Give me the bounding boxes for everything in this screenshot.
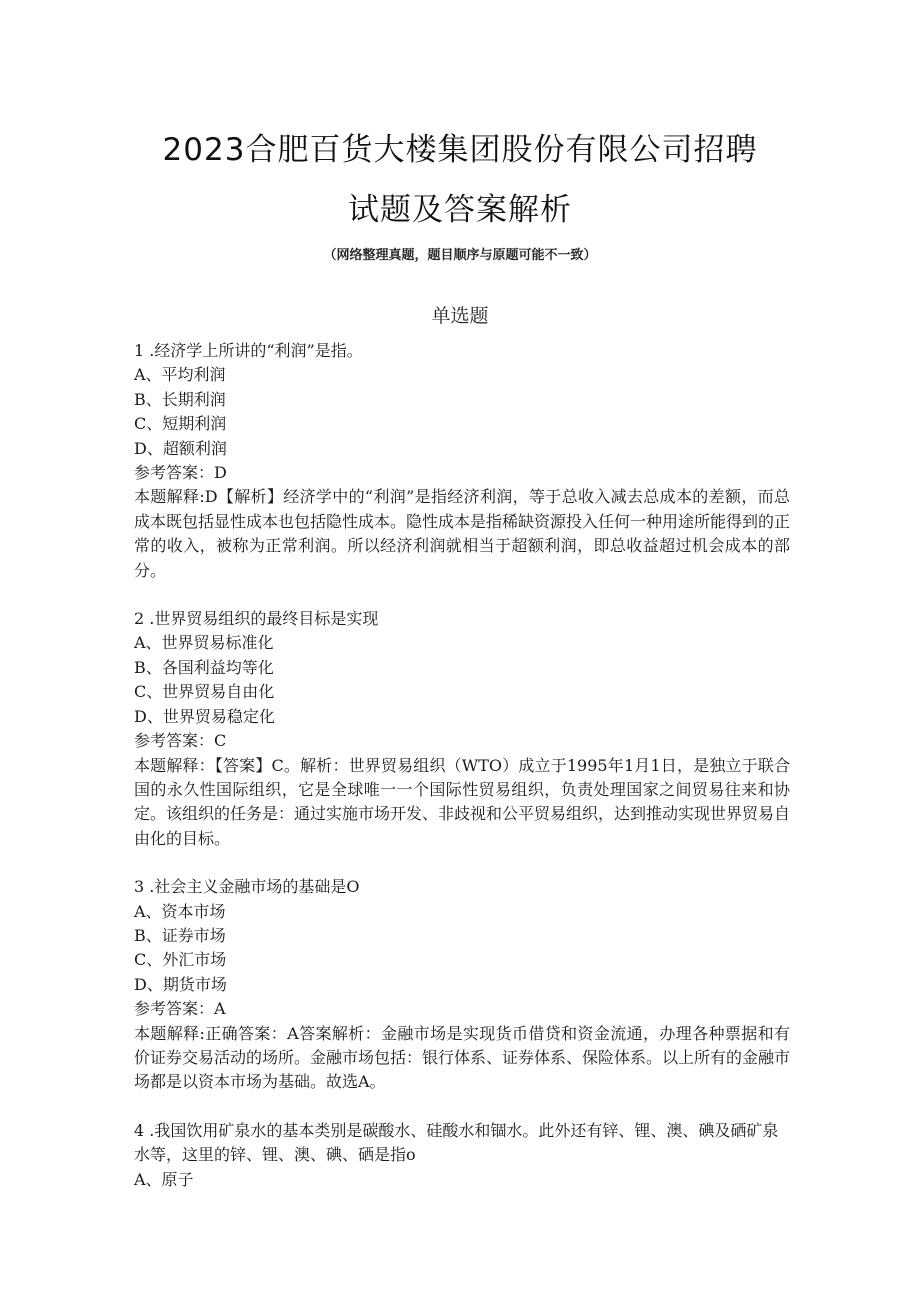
reference-answer: 参考答案：A xyxy=(134,999,226,1019)
option-b: B、证券市场 xyxy=(134,925,226,945)
question-stem: 4 .我国饮用矿泉水的基本类别是碳酸水、硅酸水和锢水。此外还有锌、锂、澳、碘及硒矿泉水等，这里的锌、锂、澳、碘、硒是指o xyxy=(134,1120,779,1165)
question-list xyxy=(134,339,790,1216)
option-d: D、期货市场 xyxy=(134,974,227,994)
option-a: A、平均利润 xyxy=(134,365,226,385)
option-d: D、世界贸易稳定化 xyxy=(134,706,275,726)
option-b: B、长期利润 xyxy=(134,389,226,409)
question-stem: 2 .世界贸易组织的最终目标是实现 xyxy=(134,609,379,629)
option-a: A、原子 xyxy=(134,1169,194,1189)
reference-answer: 参考答案：C xyxy=(134,731,227,751)
option-b: B、各国利益均等化 xyxy=(134,657,274,677)
section-heading: 单选题 xyxy=(431,305,489,327)
answer-explanation: 本题解释：【答案】C。解析：世界贸易组织（WTO）成立于1995年1月1日，是独立于联合国的永久性国际组织，它是全球唯一一个国际性贸易组织，负责处理国家之间贸易往来和协定。该组织的任务是：通过实施市场开发、非歧视和公平贸易组织，达到推动实现世界贸易自由化的目标。 xyxy=(134,755,791,848)
option-c: C、世界贸易自由化 xyxy=(134,682,275,702)
option-a: A、资本市场 xyxy=(134,901,226,921)
question-1 xyxy=(134,339,790,583)
document-subtitle: （网络整理真题，题目顺序与原题可能不一致） xyxy=(323,248,597,263)
document-title-line-2: 试题及答案解析 xyxy=(348,192,572,228)
question-4 xyxy=(134,1119,790,1192)
reference-answer: 参考答案：D xyxy=(134,463,227,483)
option-a: A、世界贸易标准化 xyxy=(134,633,274,653)
answer-explanation: 本题解释:D【解析】经济学中的“利润”是指经济利润，等于总收入减去总成本的差额，而总成本既包括显性成本也包括隐性成本。隐性成本是指稀缺资源投入任何一种用途所能得到的正常的收入，被称为正常利润。所以经济利润就相当于超额利润，即总收益超过机会成本的部分。 xyxy=(134,487,791,580)
document-title-line-1: 2023合肥百货大楼集团股份有限公司招聘 xyxy=(162,132,758,168)
question-stem: 3 .社会主义金融市场的基础是O xyxy=(134,877,360,897)
answer-explanation: 本题解释:正确答案：A答案解析：金融市场是实现货币借贷和资金流通，办理各种票据和有价证券交易活动的场所。金融市场包括：银行体系、证券体系、保险体系。以上所有的金融市场都是以资本市场为基础。故选A。 xyxy=(134,1023,791,1092)
option-c: C、外汇市场 xyxy=(134,950,227,970)
question-stem: 1 .经济学上所讲的“利润”是指。 xyxy=(134,341,363,360)
option-c: C、短期利润 xyxy=(134,414,227,434)
option-d: D、超额利润 xyxy=(134,438,227,458)
question-3 xyxy=(134,875,790,1095)
question-2 xyxy=(134,607,790,851)
